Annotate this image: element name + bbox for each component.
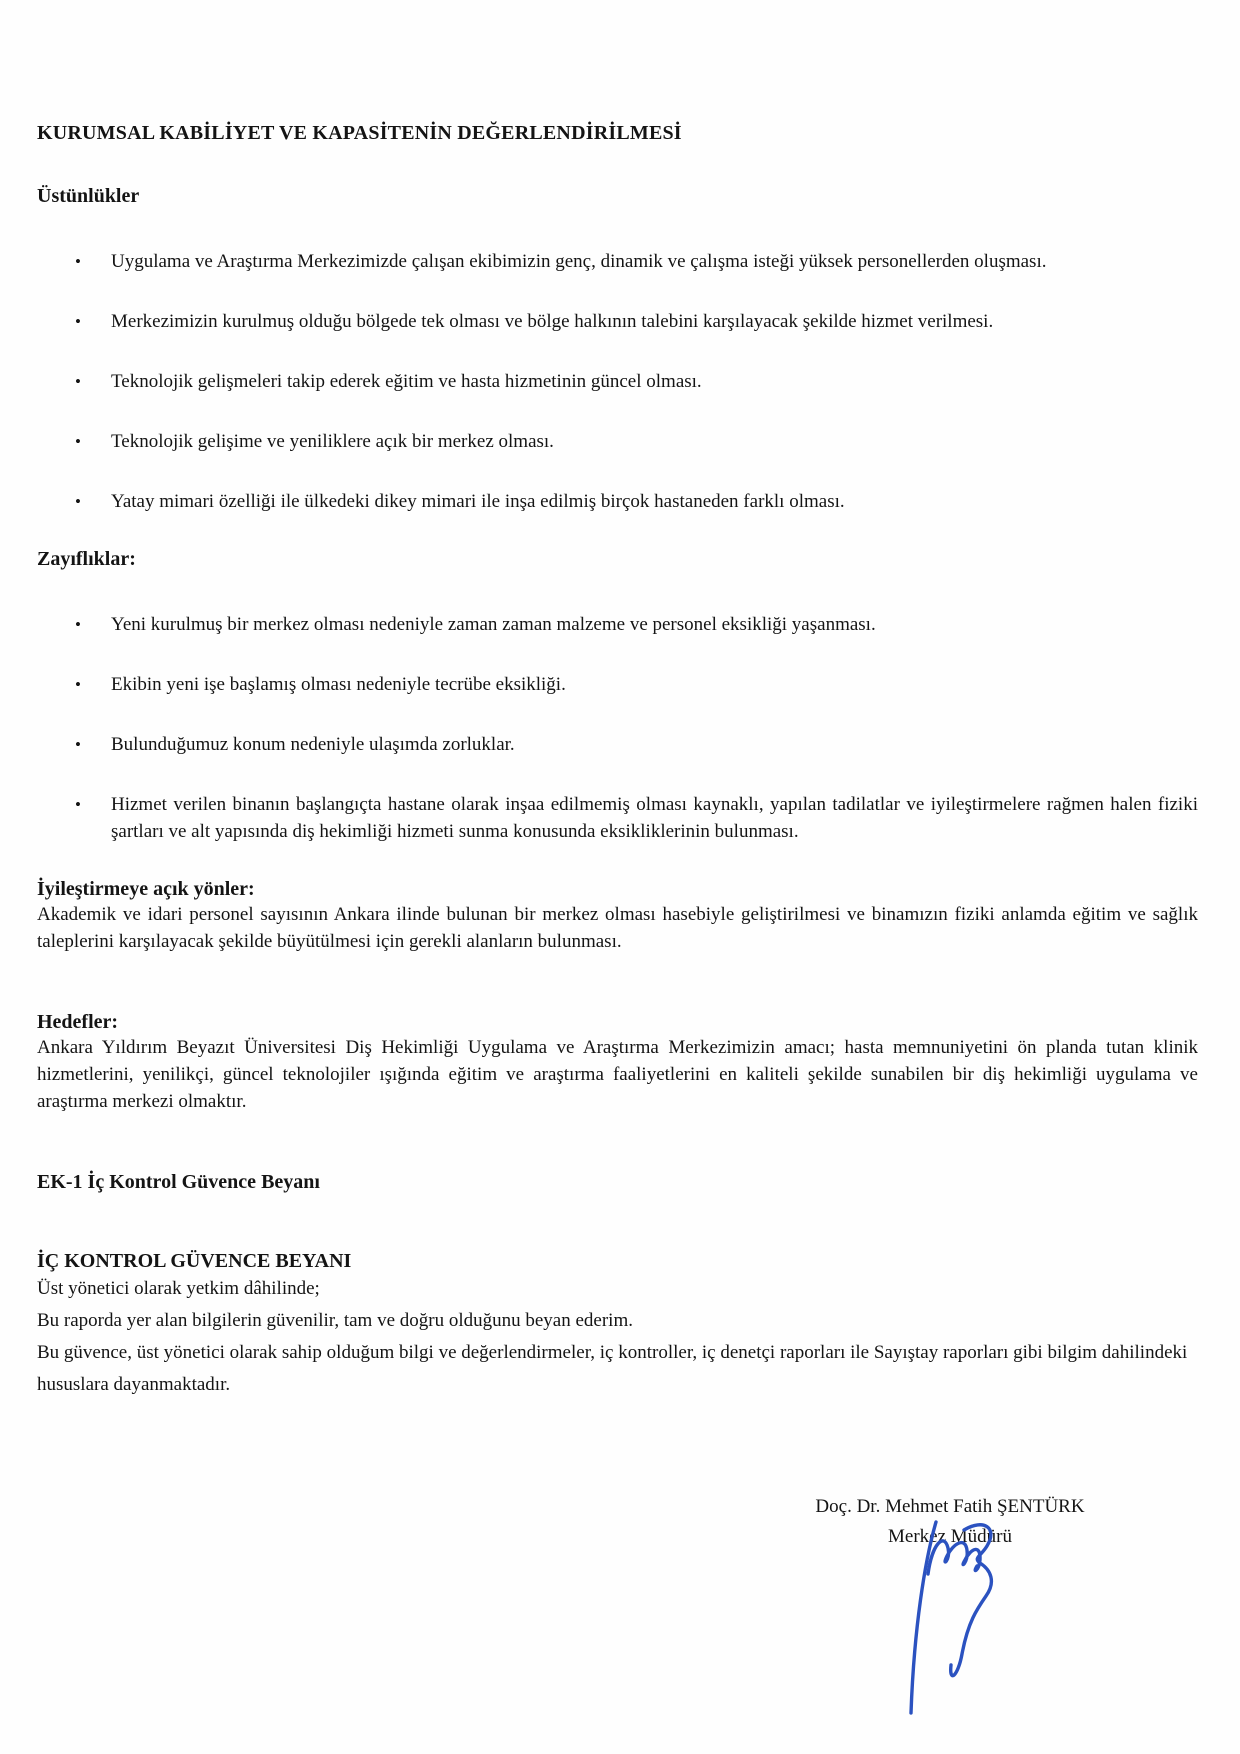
list-item-text: Yatay mimari özelliği ile ülkedeki dikey mimari ile inşa edilmiş birçok hastaneden farklı olması. [111,491,845,512]
weaknesses-heading: Zayıflıklar: [37,548,136,570]
weaknesses-list [37,611,1198,845]
list-item-text: Ekibin yeni işe başlamış olması nedeniyle tecrübe eksikliği. [111,674,566,695]
list-item [75,611,1198,638]
bullet-icon: • [75,252,81,271]
goals-heading: Hedefler: [37,1011,119,1033]
signatory-title: Merkez Müdürü [888,1526,1012,1547]
bullet-icon: • [75,615,81,634]
list-item-text: Merkezimizin kurulmuş olduğu bölgede tek olması ve bölge halkının talebini karşılayacak şekilde hizmet verilmesi. [111,311,994,332]
document-title: KURUMSAL KABİLİYET VE KAPASİTENİN DEĞERLENDİRİLMESİ [37,122,682,144]
goals-paragraph: Ankara Yıldırım Beyazıt Üniversitesi Diş Hekimliği Uygulama ve Araştırma Merkezimizin amacı; hasta memnuniyetini ön planda tutan klinik hizmetlerini, yenilikçi, güncel teknolojiler ışığında eğitim ve araştırma faaliyetlerini en kaliteli şekilde sunabilen bir diş hekimliği uygulama ve araştırma merkezi olmaktır. [37,1037,1198,1112]
list-item-text: Teknolojik gelişmeleri takip ederek eğitim ve hasta hizmetinin güncel olması. [111,371,702,392]
declaration-line: Üst yönetici olarak yetkim dâhilinde; [37,1278,320,1299]
declaration-heading: İÇ KONTROL GÜVENCE BEYANI [37,1250,352,1272]
strengths-heading: Üstünlükler [37,185,140,207]
declaration-line: Bu raporda yer alan bilgilerin güvenilir, tam ve doğru olduğunu beyan ederim. [37,1310,633,1331]
list-item-text: Teknolojik gelişime ve yeniliklere açık bir merkez olması. [111,431,554,452]
list-item-text: Uygulama ve Araştırma Merkezimizde çalışan ekibimizin genç, dinamik ve çalışma isteği yüksek personellerden oluşması. [111,251,1047,272]
bullet-icon: • [75,735,81,754]
list-item [75,731,1198,758]
bullet-icon: • [75,372,81,391]
bullet-icon: • [75,312,81,331]
annex-heading: EK-1 İç Kontrol Güvence Beyanı [37,1171,320,1193]
list-item [75,368,1198,395]
bullet-icon: • [75,492,81,511]
list-item [75,791,1198,845]
document-content [37,122,1198,1401]
list-item-text: Bulunduğumuz konum nedeniyle ulaşımda zorluklar. [111,734,515,755]
list-item [75,671,1198,698]
list-item-text: Yeni kurulmuş bir merkez olması nedeniyle zaman zaman malzeme ve personel eksikliği yaşanması. [111,614,876,635]
list-item [75,308,1198,335]
improvement-paragraph: Akademik ve idari personel sayısının Ankara ilinde bulunan bir merkez olması hasebiyle geliştirilmesi ve binamızın fiziki anlamda eğitim ve sağlık taleplerini karşılayacak şekilde büyütülmesi için gerekli alanların bulunması. [37,904,1198,952]
signature-block [740,1492,1160,1552]
bullet-icon: • [75,675,81,694]
declaration-line: Bu güvence, üst yönetici olarak sahip olduğum bilgi ve değerlendirmeler, iç kontroller, iç denetçi raporları ile Sayıştay raporları gibi bilgim dahilindeki hususlara dayanmaktadır. [37,1342,1188,1395]
list-item [75,428,1198,455]
list-item [75,248,1198,275]
bullet-icon: • [75,432,81,451]
strengths-list [37,248,1198,515]
signatory-name: Doç. Dr. Mehmet Fatih ŞENTÜRK [815,1496,1085,1517]
improvement-heading: İyileştirmeye açık yönler: [37,878,255,900]
list-item-text: Hizmet verilen binanın başlangıçta hastane olarak inşaa edilmemiş olması kaynaklı, yapılan tadilatlar ve iyileştirmelere rağmen halen fiziki şartları ve alt yapısında diş hekimliği hizmeti sunma konusunda eksikliklerinin bulunması. [111,794,1198,842]
list-item [75,488,1198,515]
bullet-icon: • [75,795,81,814]
